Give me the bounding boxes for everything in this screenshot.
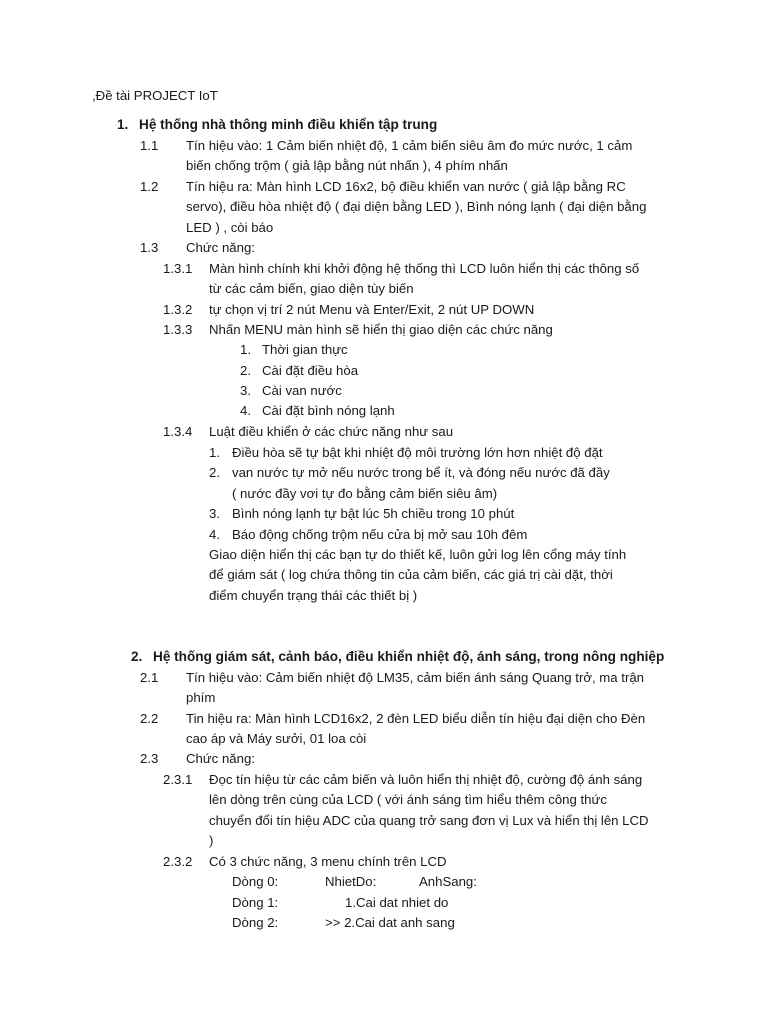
item-1-2-line: LED ) , còi báo [186, 220, 274, 235]
menu-list-item: Thời gian thực [262, 342, 348, 357]
item-2-3-number: 2.3 [140, 751, 159, 766]
lcd-row-text: AnhSang: [419, 874, 477, 889]
item-2-3-1-line: ) [209, 833, 214, 848]
item-1-3-2-number: 1.3.2 [163, 302, 193, 317]
item-1-3-2-line: tự chọn vị trí 2 nút Menu và Enter/Exit, 2 nút UP DOWN [209, 302, 535, 317]
item-1-3-label: Chức năng: [186, 240, 255, 255]
rule-list-item-continuation: ( nước đầy vơi tự đo bằng cảm biến siêu âm) [232, 486, 498, 501]
menu-list-item: Cài van nước [262, 383, 342, 398]
menu-list-item: Cài đặt bình nóng lạnh [262, 403, 395, 418]
lcd-row-text: NhietDo: [325, 874, 377, 889]
item-1-1-line: Tín hiệu vào: 1 Cảm biến nhiệt độ, 1 cảm biến siêu âm đo mức nước, 1 cảm [186, 138, 633, 153]
item-1-1-number: 1.1 [140, 138, 159, 153]
item-1-2-line: Tín hiệu ra: Màn hình LCD 16x2, bộ điều khiển van nước ( giả lập bằng RC [186, 179, 626, 194]
menu-list-number: 1. [240, 342, 251, 357]
item-1-3-4-line: Luật điều khiển ở các chức năng như sau [209, 424, 454, 439]
rule-list-item: Bình nóng lạnh tự bật lúc 5h chiều trong 10 phút [232, 506, 515, 521]
interface-note-line: để giám sát ( log chứa thông tin của cảm biến, các giá trị cài dặt, thời [209, 567, 613, 582]
item-2-2-line: Tin hiệu ra: Màn hình LCD16x2, 2 đèn LED biểu diễn tín hiệu đại diện cho Đèn [186, 711, 646, 726]
rule-list-item: Điều hòa sẽ tự bật khi nhiệt độ môi trường lớn hơn nhiệt độ đặt [232, 445, 603, 460]
item-2-2-line: cao áp và Máy sưởi, 01 loa còi [186, 731, 367, 746]
rule-list-item: Báo động chống trộm nếu cửa bị mở sau 10h đêm [232, 527, 528, 542]
item-1-3-1-line: Màn hình chính khi khởi động hệ thống thì LCD luôn hiển thị các thông số [209, 261, 640, 276]
item-2-1-number: 2.1 [140, 670, 159, 685]
rule-list-number: 4. [209, 527, 220, 542]
item-1-3-4-number: 1.3.4 [163, 424, 193, 439]
lcd-row-text: 1.Cai dat nhiet do [345, 895, 449, 910]
rule-list-number: 3. [209, 506, 220, 521]
lcd-row-label: Dòng 1: [232, 895, 279, 910]
rule-list-number: 1. [209, 445, 220, 460]
item-2-3-1-line: Đọc tín hiệu từ các cảm biến và luôn hiển thị nhiệt độ, cường độ ánh sáng [209, 772, 643, 787]
menu-list-number: 3. [240, 383, 251, 398]
section-2-number: 2. [131, 649, 143, 664]
item-2-3-1-line: chuyển đổi tín hiệu ADC của quang trở sang đơn vị Lux và hiển thị lên LCD [209, 813, 649, 828]
lcd-row-label: Dòng 0: [232, 874, 279, 889]
section-1-number: 1. [117, 117, 129, 132]
menu-list-item: Cài đặt điều hòa [262, 363, 359, 378]
interface-note-line: điểm chuyển trạng thái các thiết bị ) [209, 588, 418, 603]
menu-list-number: 4. [240, 403, 251, 418]
item-2-2-number: 2.2 [140, 711, 159, 726]
item-1-3-number: 1.3 [140, 240, 159, 255]
item-2-3-label: Chức năng: [186, 751, 255, 766]
item-2-3-2-line: Có 3 chức năng, 3 menu chính trên LCD [209, 854, 447, 869]
lcd-row-label: Dòng 2: [232, 915, 279, 930]
item-1-3-3-line: Nhấn MENU màn hình sẽ hiển thị giao diện các chức năng [209, 322, 553, 337]
item-1-3-3-number: 1.3.3 [163, 322, 193, 337]
item-1-2-line: servo), điều hòa nhiệt độ ( đại diện bằng LED ), Bình nóng lạnh ( đại diện bằng [186, 199, 647, 214]
interface-note-line: Giao diện hiển thị các bạn tự do thiết kế, luôn gửi log lên cổng máy tính [209, 547, 627, 562]
item-2-1-line: phím [186, 690, 216, 705]
item-2-3-2-number: 2.3.2 [163, 854, 193, 869]
item-2-3-1-number: 2.3.1 [163, 772, 193, 787]
menu-list-number: 2. [240, 363, 251, 378]
item-1-3-1-number: 1.3.1 [163, 261, 193, 276]
lcd-row-text: >> 2.Cai dat anh sang [325, 915, 455, 930]
rule-list-item: van nước tự mở nếu nước trong bể ít, và đóng nếu nước đã đầy [232, 465, 610, 480]
item-1-3-1-line: từ các cảm biến, giao diện tùy biến [209, 281, 414, 296]
section-1-title: Hệ thống nhà thông minh điều khiển tập trung [139, 117, 438, 132]
item-1-1-line: biến chống trộm ( giả lập bằng nút nhấn ), 4 phím nhấn [186, 158, 508, 173]
rule-list-number: 2. [209, 465, 220, 480]
item-1-2-number: 1.2 [140, 179, 159, 194]
document-title: ,Đề tài PROJECT IoT [92, 88, 218, 103]
item-2-1-line: Tín hiệu vào: Cảm biến nhiệt độ LM35, cảm biến ánh sáng Quang trở, ma trận [186, 670, 645, 685]
item-2-3-1-line: lên dòng trên cùng của LCD ( với ánh sáng tìm hiểu thêm công thức [209, 792, 607, 807]
section-2-title: Hệ thống giám sát, cảnh báo, điều khiển nhiệt độ, ánh sáng, trong nông nghiệp [153, 649, 665, 664]
